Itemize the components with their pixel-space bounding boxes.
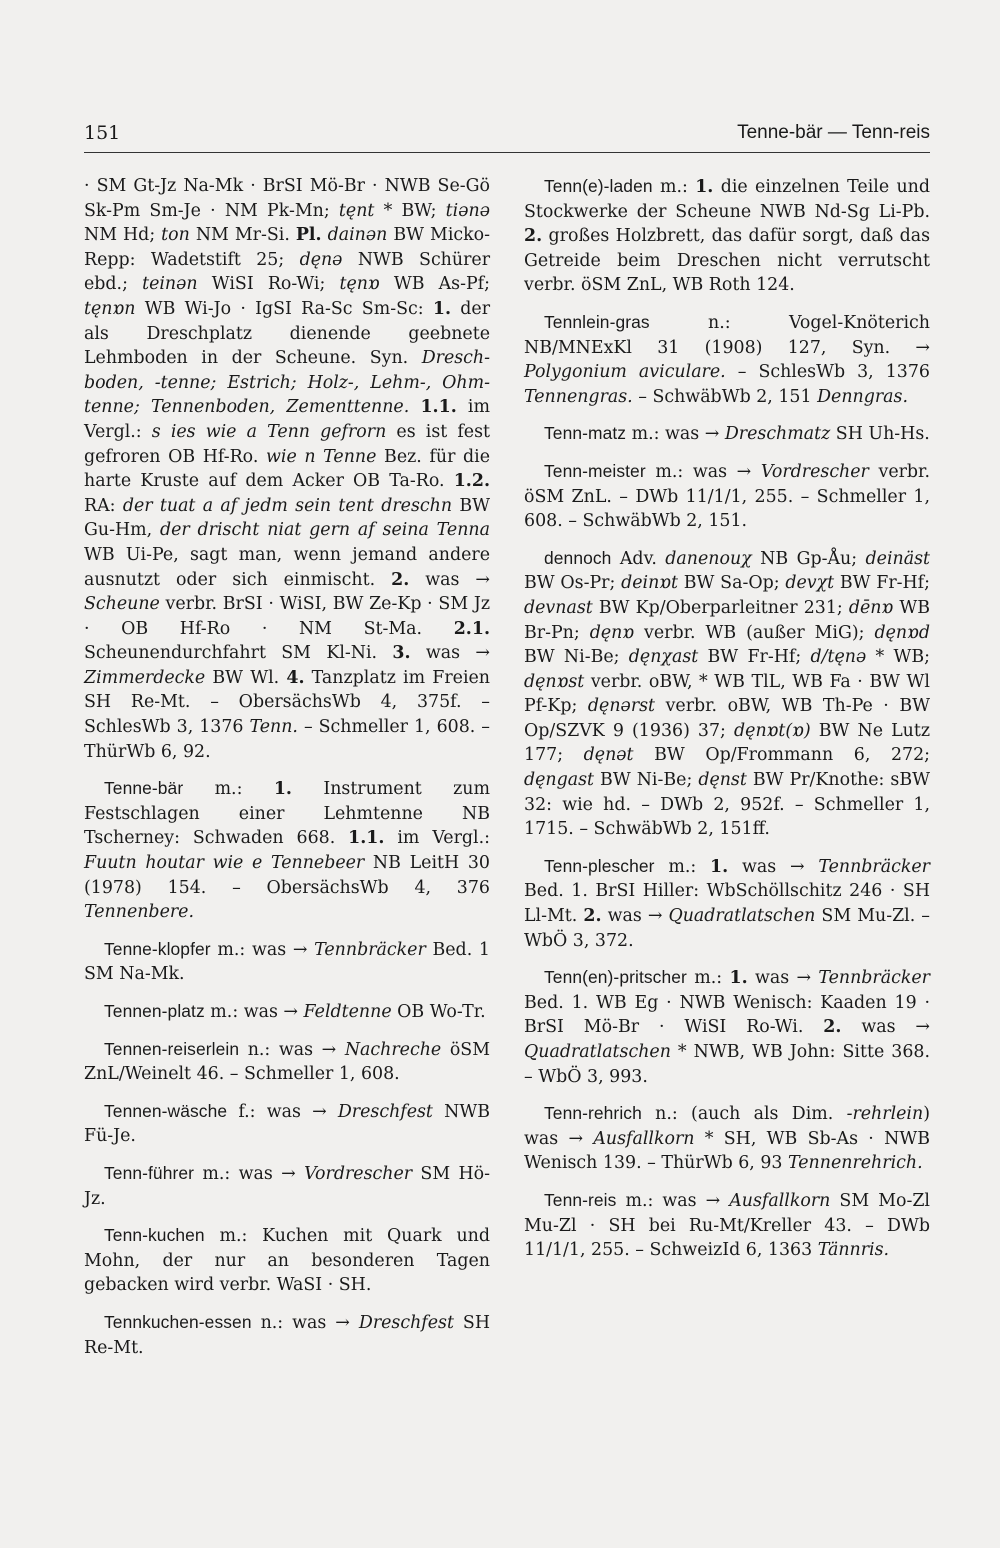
left-column bbox=[84, 174, 490, 1372]
entry-tenne-continuation: · SM Gt-Jz Na-Mk · BrSI Mö-Br · NWB Se-Gö Sk-Pm Sm-Je · NM Pk-Mn; tęnt * BW; tiənə NM Hd; ton NM Mr-Si. Pl. dainən BW Micko-Repp: Wadetstift 25; dęnə NWB Schürer ebd.; teinən WiSI Ro-Wi; tęnɒ WB As-Pf; tęnɒn WB Wi-Jo · IgSI Ra-Sc Sm-Sc: 1. der als Dreschplatz dienende geebnete Lehmboden in der Scheune. Syn. Dresch-boden, -tenne; Estrich; Holz-, Lehm-, Ohm-tenne; Tennenboden, Zementtenne. 1.1. im Vergl.: s ies wie a Tenn gefrorn es ist fest gefroren OB Hf-Ro. wie n Tenne Bez. für die harte Kruste auf dem Acker OB Ta-Ro. 1.2. RA: der tuat a af jedm sein tent dreschn BW Gu-Hm, der drischt niat gern af seina Tenna WB Ui-Pe, sagt man, wenn jemand andere ausnutzt oder sich einmischt. 2. was → Scheune verbr. BrSI · WiSI, BW Ze-Kp · SM Jz · OB Hf-Ro · NM St-Ma. 2.1. Scheunendurchfahrt SM Kl-Ni. 3. was → Zimmerdecke BW Wl. 4. Tanzplatz im Freien SH Re-Mt. – ObersächsWb 4, 375f. – SchlesWb 3, 1376 Tenn. – Schmeller 1, 608. – ThürWb 6, 92. bbox=[84, 176, 491, 762]
entry-tenn-e-laden: Tenn(e)-laden m.: 1. die einzelnen Teile und Stockwerke der Scheune NWB Nd-Sg Li-Pb. 2. großes Holzbrett, das dafür sorgt, daß das Getreide beim Dreschen nicht verrutscht verbr. öSM ZnL, WB Roth 124. bbox=[524, 176, 931, 296]
entry-tenn-reis: Tenn-reis m.: was → Ausfallkorn SM Mo-Zl Mu-Zl · SH bei Ru-Mt/Kreller 43. – DWb 11/1/1, 255. – SchweizId 6, 1363 Tännris. bbox=[524, 1189, 930, 1261]
entry-tenn-matz: Tenn-matz m.: was → Dreschmatz SH Uh-Hs. bbox=[544, 423, 930, 445]
entry-tennen-reiserlein: Tennen-reiserlein n.: was → Nachreche öSM ZnL/Weinelt 46. – Schmeller 1, 608. bbox=[84, 1038, 491, 1085]
entry-tenne-baer: Tenne-bär m.: 1. Instrument zum Festschlagen einer Lehmtenne NB Tscherney: Schwaden 668. 1.1. im Vergl.: Fuutn houtar wie e Tennebeer NB LeitH 30 (1978) 154. – ObersächsWb 4, 376 Tennenbere. bbox=[84, 778, 490, 923]
page-number: 151 bbox=[84, 122, 121, 144]
entry-tenn-fuehrer: Tenn-führer m.: was → Vordrescher SM Hö-Jz. bbox=[84, 1162, 490, 1209]
entry-tenn-en-pritscher: Tenn(en)-pritscher m.: 1. was → Tennbräcker Bed. 1. WB Eg · NWB Wenisch: Kaaden 19 · BrSI Mö-Br · WiSI Ro-Wi. 2. was → Quadratlatschen * NWB, WB John: Sitte 368. – WbÖ 3, 993. bbox=[524, 967, 930, 1087]
running-head bbox=[84, 118, 930, 153]
running-title: Tenne-bär — Tenn-reis bbox=[737, 122, 930, 143]
right-column bbox=[524, 174, 930, 1275]
entry-tenn-kuchen: Tenn-kuchen m.: Kuchen mit Quark und Mohn, der nur an besonderen Tagen gebacken wird verbr. WaSI · SH. bbox=[84, 1225, 490, 1296]
entry-dennoch: dennoch Adv. danenouχ NB Gp-Åu; deinäst BW Os-Pr; deinɒt BW Sa-Op; devχt BW Fr-Hf; devnast BW Kp/Oberparleitner 231; dēnɒ WB Br-Pn; dęnɒ verbr. WB (außer MiG); dęnɒd BW Ni-Be; dęnχast BW Fr-Hf; d/tęnə * WB; dęnɒst verbr. oBW, * WB TlL, WB Fa · BW Wl Pf-Kp; dęnərst verbr. oBW, WB Th-Pe · BW Op/SZVK 9 (1936) 37; dęnɒt(ɒ) BW Ne Lutz 177; dęnət BW Op/Frommann 6, 272; dęngast BW Ni-Be; dęnst BW Pr/Knothe: sBW 32: wie hd. – DWb 2, 952f. – Schmeller 1, 1715. – SchwäbWb 2, 151ff. bbox=[524, 547, 931, 840]
dictionary-page bbox=[84, 118, 930, 1518]
entry-tenn-plescher: Tenn-plescher m.: 1. was → Tennbräcker Bed. 1. BrSI Hiller: WbSchöllschitz 246 · SH Ll-Mt. 2. was → Quadratlatschen SM Mu-Zl. – WbÖ 3, 372. bbox=[524, 855, 930, 951]
entry-tenn-rehrich: Tenn-rehrich n.: (auch als Dim. -rehrlein) was → Ausfallkorn * SH, WB Sb-As · NWB Wenisch 139. – ThürWb 6, 93 Tennenrehrich. bbox=[524, 1103, 930, 1174]
entry-tennkuchen-essen: Tennkuchen-essen n.: was → Dreschfest SH Re-Mt. bbox=[84, 1311, 491, 1358]
entry-tennlein-gras: Tennlein-gras n.: Vogel-Knöterich NB/MNExKl 31 (1908) 127, Syn. → Polygonium aviculare. – SchlesWb 3, 1376 Tennengras. – SchwäbWb 2, 151 Denngras. bbox=[524, 311, 930, 407]
entry-tennen-platz: Tennen-platz m.: was → Feldtenne OB Wo-Tr. bbox=[104, 1001, 486, 1022]
entry-tennen-waesche: Tennen-wäsche f.: was → Dreschfest NWB Fü-Je. bbox=[84, 1100, 490, 1147]
entry-tenn-meister: Tenn-meister m.: was → Vordrescher verbr. öSM ZnL. – DWb 11/1/1, 255. – Schmeller 1, 608. – SchwäbWb 2, 151. bbox=[524, 460, 930, 532]
entry-tenne-klopfer: Tenne-klopfer m.: was → Tennbräcker Bed. 1 SM Na-Mk. bbox=[84, 938, 490, 985]
